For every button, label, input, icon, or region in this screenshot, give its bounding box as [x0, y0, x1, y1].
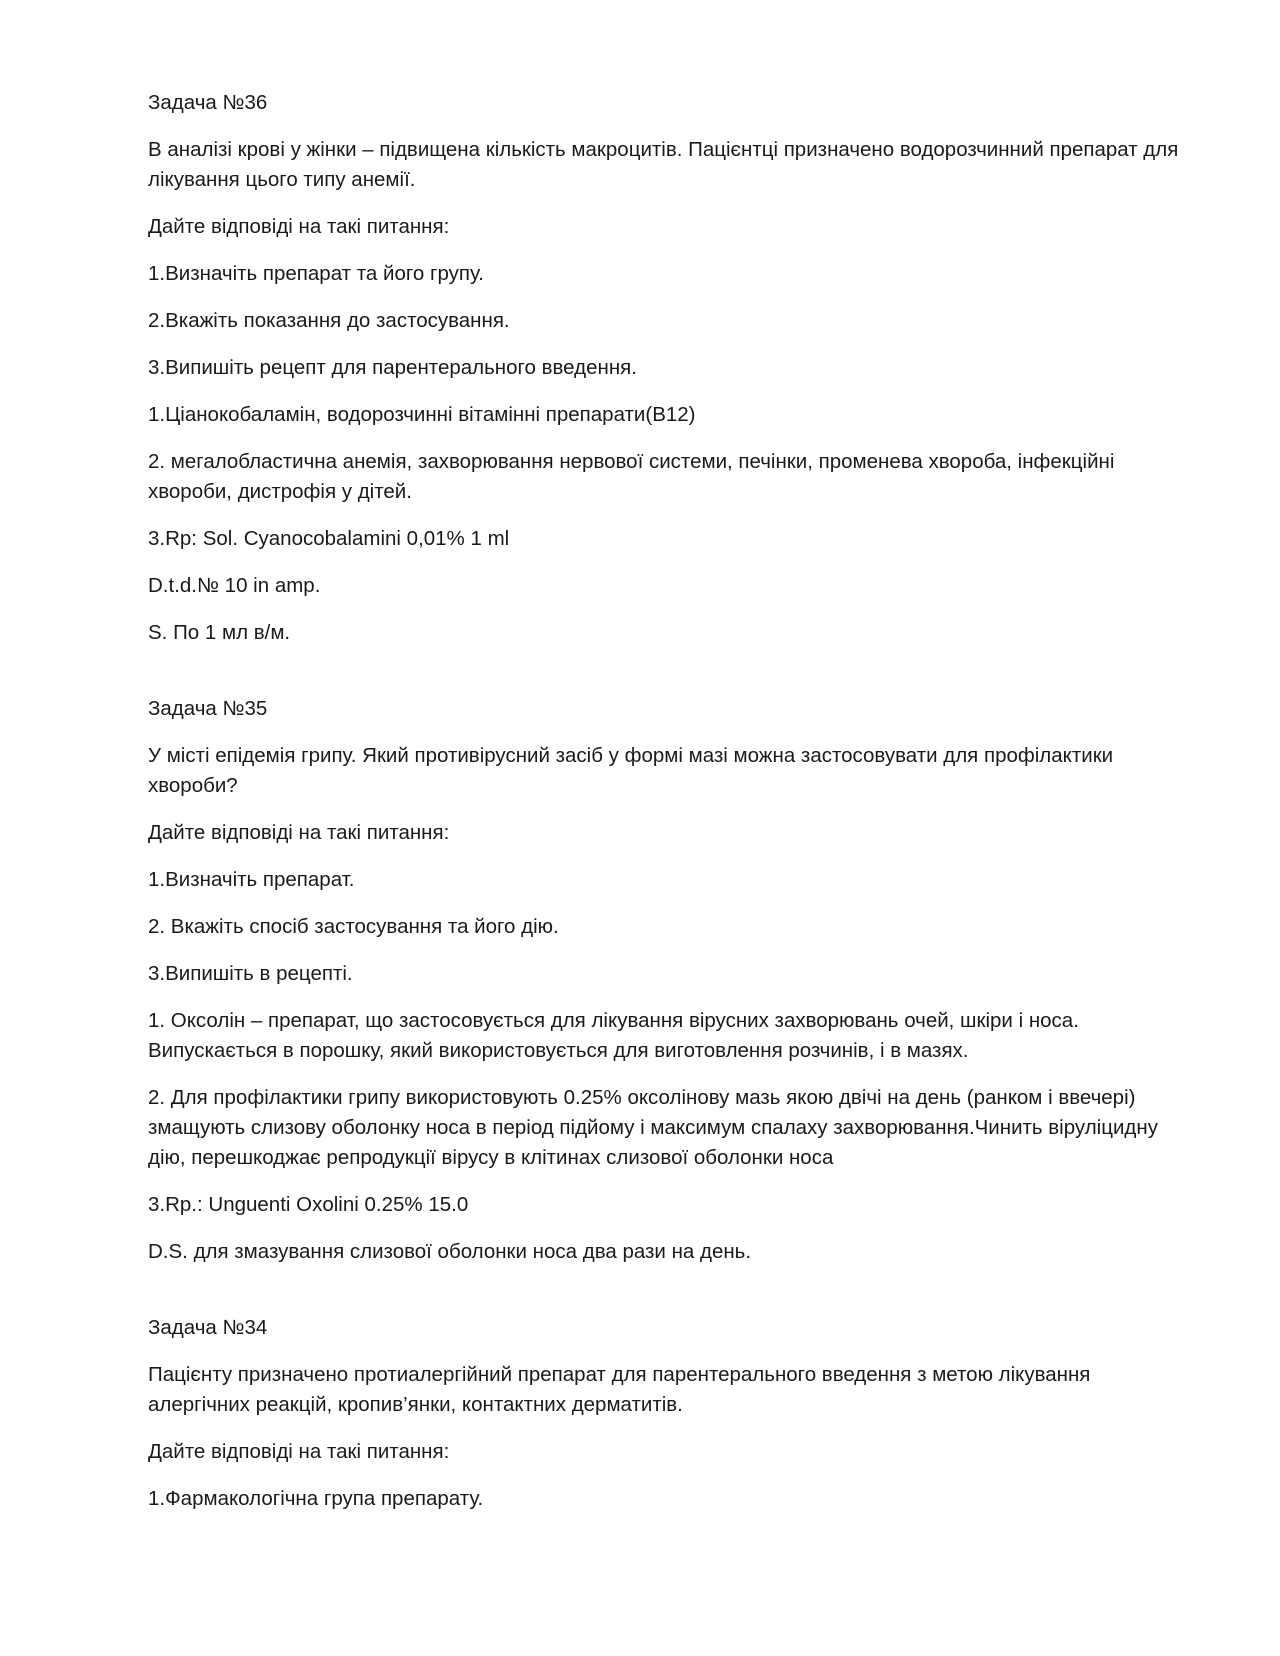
answer-3-dtd: D.t.d.№ 10 in amp. — [148, 574, 321, 597]
answer-3-rp: 3.Rp.: Unguenti Oxolini 0.25% 15.0 — [148, 1193, 469, 1216]
document-page — [148, 88, 1188, 1531]
question-3: 3.Випишіть в рецепті. — [148, 962, 353, 985]
task-title: Задача №35 — [148, 697, 268, 720]
task-title: Задача №36 — [148, 91, 268, 114]
question-2: 2. Вкажіть спосіб застосування та його дію. — [148, 915, 559, 938]
task-condition: Пацієнту призначено протиалергійний препарат для парентерального введення з метою лікування алергічних реакцій, кропив’янки, контактних дерматитів. — [148, 1363, 1091, 1416]
questions-intro: Дайте відповіді на такі питання: — [148, 215, 450, 238]
task-34 — [148, 1313, 1188, 1514]
answer-1: 1. Оксолін – препарат, що застосовується для лікування вірусних захворювань очей, шкіри і носа. Випускається в порошку, який використовується для виготовлення розчинів, і в мазях. — [148, 1009, 1079, 1062]
answer-3-signa: S. По 1 мл в/м. — [148, 621, 291, 644]
question-2: 2.Вкажіть показання до застосування. — [148, 309, 510, 332]
task-title: Задача №34 — [148, 1316, 268, 1339]
questions-intro: Дайте відповіді на такі питання: — [148, 1440, 450, 1463]
question-1: 1.Визначіть препарат. — [148, 868, 355, 891]
question-1: 1.Визначіть препарат та його групу. — [148, 262, 484, 285]
task-36 — [148, 88, 1188, 648]
question-3: 3.Випишіть рецепт для парентерального введення. — [148, 356, 637, 379]
task-condition: В аналізі крові у жінки – підвищена кількість макроцитів. Пацієнтці призначено водорозчинний препарат для лікування цього типу анемії. — [148, 138, 1179, 191]
answer-1: 1.Ціанокобаламін, водорозчинні вітамінні препарати(В12) — [148, 403, 696, 426]
answer-2: 2. мегалобластична анемія, захворювання нервової системи, печінки, променева хвороба, інфекційні хвороби, дистрофія у дітей. — [148, 450, 1115, 503]
question-1: 1.Фармакологічна група препарату. — [148, 1487, 484, 1510]
task-condition: У місті епідемія грипу. Який противірусний засіб у формі мазі можна застосовувати для профілактики хвороби? — [148, 744, 1114, 797]
answer-2: 2. Для профілактики грипу використовують 0.25% оксолінову мазь якою двічі на день (ранком і ввечері) змащують слизову оболонку носа в період підйому і максимум спалаху захворювання.Чинить віруліцидну дію, перешкоджає репродукції вірусу в клітинах слизової оболонки носа — [148, 1086, 1158, 1169]
questions-intro: Дайте відповіді на такі питання: — [148, 821, 450, 844]
task-35 — [148, 694, 1188, 1267]
answer-3-signa: D.S. для змазування слизової оболонки носа два рази на день. — [148, 1240, 752, 1263]
answer-3-rp: 3.Rp: Sol. Cyanocobalamini 0,01% 1 ml — [148, 527, 510, 550]
